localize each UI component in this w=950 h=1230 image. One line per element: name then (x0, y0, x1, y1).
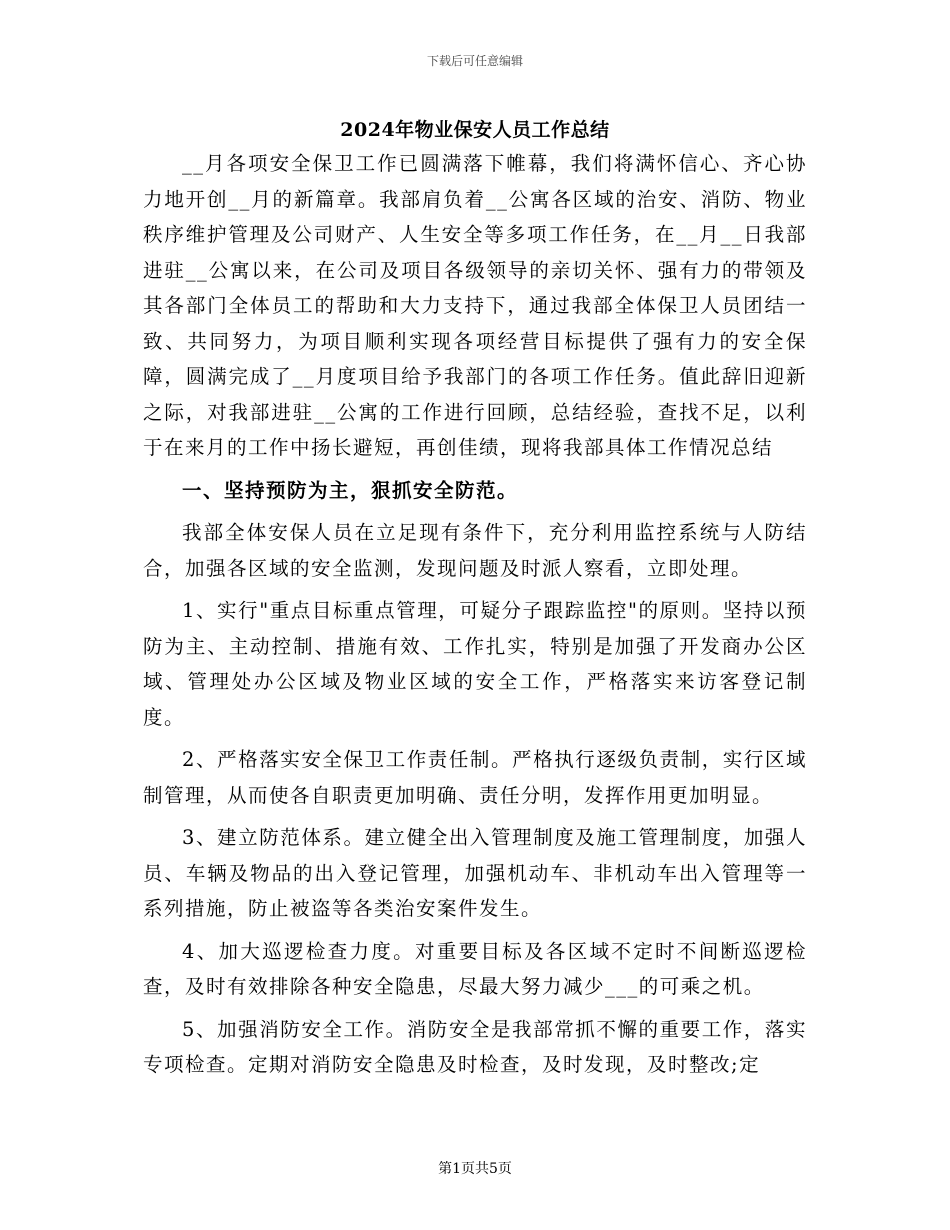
body-paragraph: 我部全体安保人员在立足现有条件下，充分利用监控系统与人防结合，加强各区域的安全监测，发现问题及时派人察看，立即处理。 (143, 521, 807, 580)
page-number-footer: 第1页共5页 (438, 1161, 512, 1177)
document-title: 2024年物业保安人员工作总结 (340, 119, 610, 141)
body-paragraph: 3、建立防范体系。建立健全出入管理制度及施工管理制度，加强人员、车辆及物品的出入登记管理，加强机动车、非机动车出入管理等一系列措施，防止被盗等各类治安案件发生。 (143, 826, 807, 920)
body-paragraph: 5、加强消防安全工作。消防安全是我部常抓不懈的重要工作，落实专项检查。定期对消防安全隐患及时检查，及时发现，及时整改;定 (143, 1017, 807, 1076)
body-paragraph: 1、实行"重点目标重点管理，可疑分子跟踪监控"的原则。坚持以预防为主、主动控制、措施有效、工作扎实，特别是加强了开发商办公区域、管理处办公区域及物业区域的安全工作，严格落实来访客登记制度。 (143, 599, 807, 729)
document-body (143, 146, 807, 1083)
body-paragraph: 2、严格落实安全保卫工作责任制。严格执行逐级负责制，实行区域制管理，从而使各自职责更加明确、责任分明，发挥作用更加明显。 (143, 748, 807, 807)
intro-paragraph: __月各项安全保卫工作已圆满落下帷幕，我们将满怀信心、齐心协力地开创__月的新篇章。我部肩负着__公寓各区域的治安、消防、物业秩序维护管理及公司财产、人生安全等多项工作任务，在__月__日我部进驻__公寓以来，在公司及项目各级领导的亲切关怀、强有力的带领及其各部门全体员工的帮助和大力支持下，通过我部全体保卫人员团结一致、共同努力，为项目顺利实现各项经营目标提供了强有力的安全保障，圆满完成了__月度项目给予我部门的各项工作任务。值此辞旧迎新之际，对我部进驻__公寓的工作进行回顾，总结经验，查找不足，以利于在来月的工作中扬长避短，再创佳绩，现将我部具体工作情况总结 (143, 152, 807, 459)
section-heading: 一、坚持预防为主，狠抓安全防范。 (182, 478, 519, 502)
body-paragraph: 4、加大巡逻检查力度。对重要目标及各区域不定时不间断巡逻检查，及时有效排除各种安全隐患，尽最大努力减少___的可乘之机。 (143, 939, 807, 998)
header-note: 下载后可任意编辑 (426, 54, 523, 68)
